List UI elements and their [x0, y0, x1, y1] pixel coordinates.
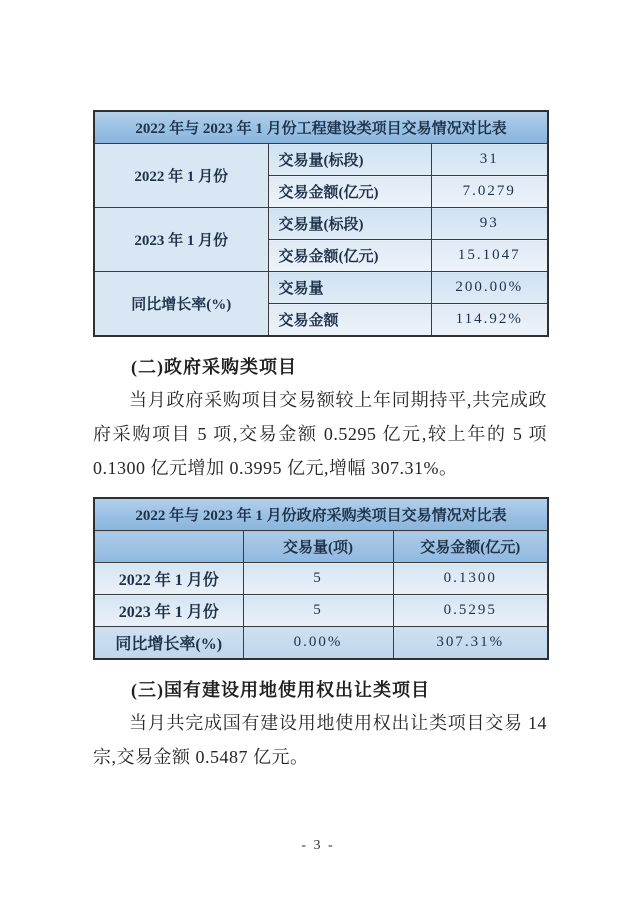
cell-value: 0.5295	[393, 595, 548, 627]
row-group-2022: 2022 年 1 月份	[94, 144, 268, 208]
metric-label: 交易量	[268, 272, 431, 304]
government-procurement-comparison-table	[93, 497, 549, 660]
row-label: 2022 年 1 月份	[94, 563, 243, 595]
section-heading-government-procurement: (二)政府采购类项目	[131, 357, 297, 377]
section-paragraph-government-procurement: 当月政府采购项目交易额较上年同期持平,共完成政府采购项目 5 项,交易金额 0.5295 亿元,较上年的 5 项 0.1300 亿元增加 0.3995 亿元,增幅 307.31%。	[93, 390, 547, 478]
row-group-growth-rate: 同比增长率(%)	[94, 272, 268, 337]
column-header-volume: 交易量(项)	[243, 531, 393, 563]
column-header-amount: 交易金额(亿元)	[393, 531, 548, 563]
metric-label: 交易金额(亿元)	[268, 240, 431, 272]
page-number: - 3 -	[301, 838, 335, 853]
cell-value: 5	[243, 563, 393, 595]
row-group-2023: 2023 年 1 月份	[94, 208, 268, 272]
cell-value: 0.00%	[243, 627, 393, 660]
row-label: 同比增长率(%)	[94, 627, 243, 660]
column-header-blank	[94, 531, 243, 563]
construction-projects-comparison-table	[93, 110, 549, 337]
table2-title: 2022 年与 2023 年 1 月份政府采购类项目交易情况对比表	[94, 498, 548, 531]
metric-value: 15.1047	[431, 240, 548, 272]
metric-label: 交易量(标段)	[268, 208, 431, 240]
table-row	[94, 595, 548, 627]
cell-value: 307.31%	[393, 627, 548, 660]
table-row	[94, 208, 548, 240]
metric-label: 交易金额	[268, 304, 431, 337]
section-heading-state-owned-land: (三)国有建设用地使用权出让类项目	[131, 680, 430, 700]
row-label: 2023 年 1 月份	[94, 595, 243, 627]
metric-value: 114.92%	[431, 304, 548, 337]
metric-value: 7.0279	[431, 176, 548, 208]
metric-value: 31	[431, 144, 548, 176]
cell-value: 5	[243, 595, 393, 627]
metric-label: 交易金额(亿元)	[268, 176, 431, 208]
table-row	[94, 144, 548, 176]
metric-value: 200.00%	[431, 272, 548, 304]
metric-value: 93	[431, 208, 548, 240]
section-paragraph-state-owned-land: 当月共完成国有建设用地使用权出让类项目交易 14 宗,交易金额 0.5487 亿元。	[93, 713, 547, 767]
table-row	[94, 627, 548, 660]
table-row	[94, 563, 548, 595]
table-title-row	[94, 498, 548, 531]
metric-label: 交易量(标段)	[268, 144, 431, 176]
table-title-row	[94, 111, 548, 144]
table-row	[94, 272, 548, 304]
cell-value: 0.1300	[393, 563, 548, 595]
table1-title: 2022 年与 2023 年 1 月份工程建设类项目交易情况对比表	[94, 111, 548, 144]
table-header-row	[94, 531, 548, 563]
document-page-content	[93, 110, 547, 774]
